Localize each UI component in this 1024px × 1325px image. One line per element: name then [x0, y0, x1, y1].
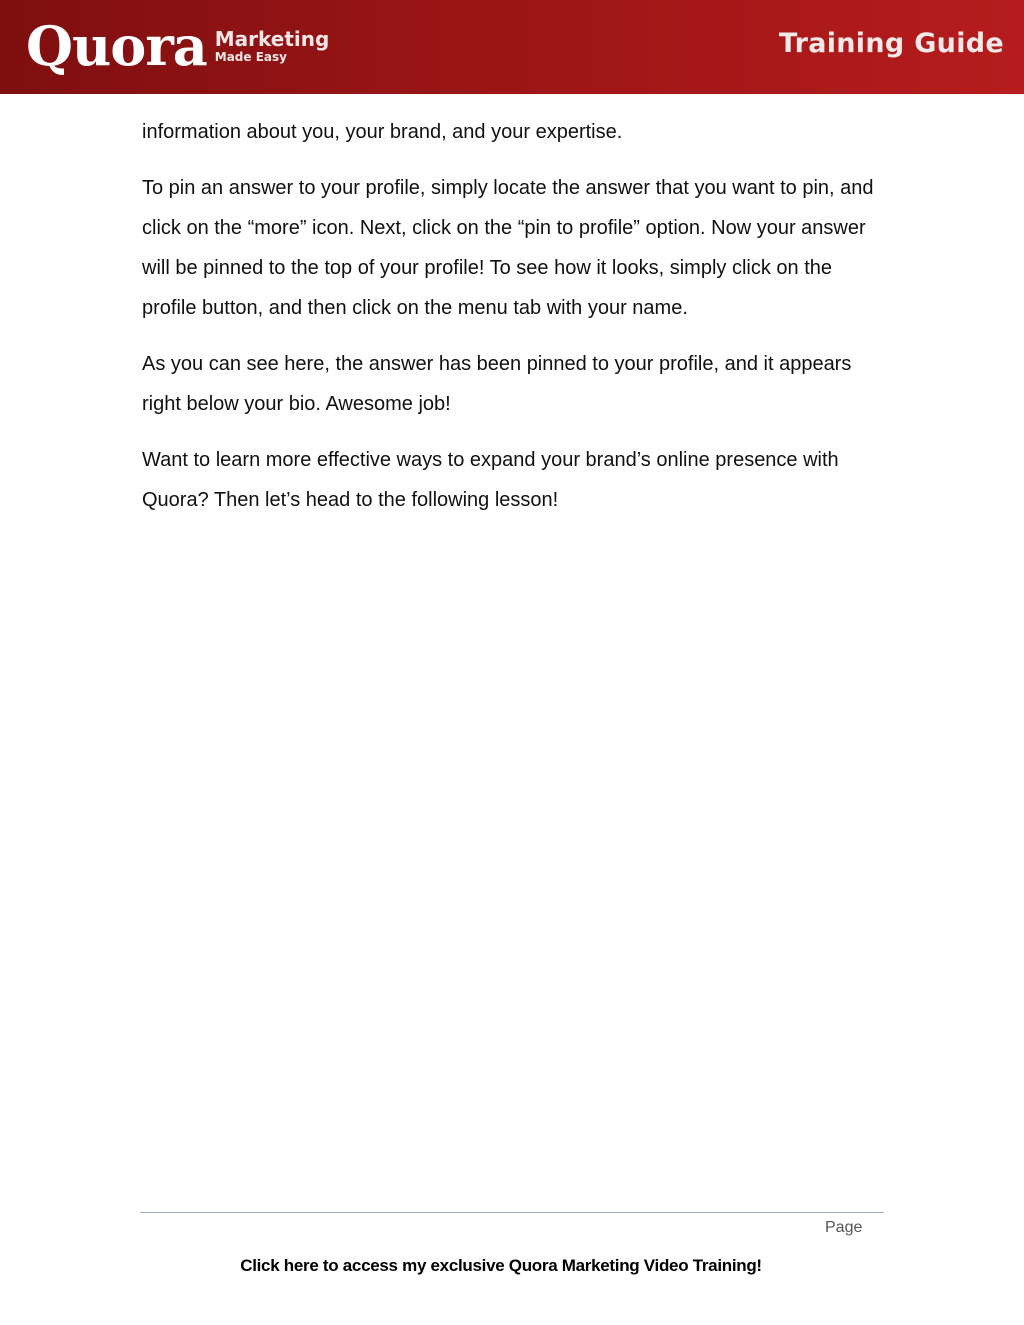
- page-number-label: Page: [825, 1219, 863, 1236]
- body-paragraph-1: information about you, your brand, and your expertise.: [142, 121, 623, 143]
- body-paragraph-4: Want to learn more effective ways to expand your brand’s online presence with Quora? Then let’s head to the following lesson!: [142, 449, 839, 511]
- video-training-link[interactable]: Click here to access my exclusive Quora Marketing Video Training!: [240, 1256, 762, 1275]
- logo-tagline-line2: Made Easy: [214, 50, 287, 64]
- logo-wordmark: Quora: [26, 14, 207, 78]
- logo-tagline: [215, 28, 330, 64]
- logo-tagline-line1: Marketing: [214, 27, 330, 51]
- header-banner: [0, 0, 1024, 94]
- body-paragraph-3: As you can see here, the answer has been pinned to your profile, and it appears right below your bio. Awesome job!: [142, 353, 852, 415]
- quora-marketing-logo: [26, 14, 329, 78]
- document-body: [142, 112, 882, 536]
- footer-divider: [140, 1212, 884, 1213]
- header-title: Training Guide: [778, 28, 1004, 59]
- body-paragraph-2: To pin an answer to your profile, simply locate the answer that you want to pin, and click on the “more” icon. Next, click on the “pin to profile” option. Now your answer will be pinned to the top of your profile! To see how it looks, simply click on the profile button, and then click on the menu tab with your name.: [142, 177, 874, 319]
